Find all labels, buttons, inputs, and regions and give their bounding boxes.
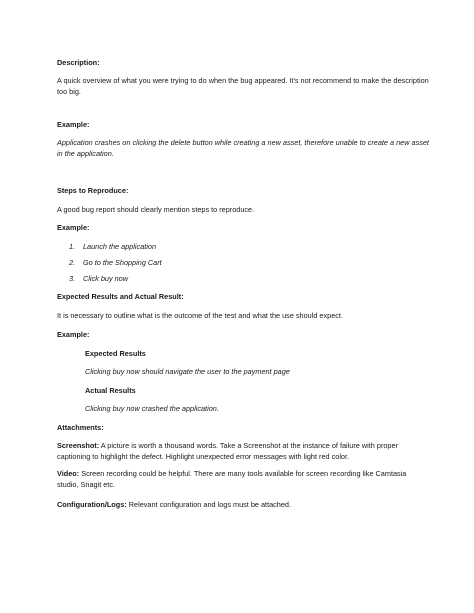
description-text: A quick overview of what you were trying to do when the bug appeared. It's not recommend to make the description too big.	[57, 76, 429, 96]
config-label: Configuration/Logs:	[57, 500, 127, 509]
list-item-text: Click buy now	[83, 274, 129, 283]
attachments-heading: Attachments:	[57, 423, 104, 432]
results-text: It is necessary to outline what is the outcome of the test and what the use should expect.	[57, 311, 343, 320]
steps-heading: Steps to Reproduce:	[57, 186, 129, 195]
video-paragraph	[57, 469, 429, 490]
results-example-heading: Example:	[57, 330, 90, 339]
config-paragraph	[57, 500, 429, 511]
list-item	[69, 274, 409, 285]
steps-example-heading: Example:	[57, 223, 90, 232]
screenshot-text: A picture is worth a thousand words. Take a Screenshot at the instance of failure with proper captioning to highlight the defect. Highlight unexpected error messages with light red color.	[57, 441, 398, 461]
actual-results-text: Clicking buy now crashed the application.	[85, 404, 219, 413]
list-item-text: Go to the Shopping Cart	[83, 258, 162, 267]
example-heading: Example:	[57, 120, 90, 129]
expected-results-heading: Expected Results	[85, 349, 146, 358]
screenshot-label: Screenshot:	[57, 441, 100, 450]
expected-results-text: Clicking buy now should navigate the user to the payment page	[85, 367, 290, 376]
description-heading: Description:	[57, 58, 100, 67]
list-item	[69, 242, 409, 253]
results-heading: Expected Results and Actual Result:	[57, 292, 184, 301]
config-text: Relevant configuration and logs must be attached.	[126, 500, 292, 509]
list-item-text: Launch the application	[83, 242, 157, 251]
steps-text: A good bug report should clearly mention steps to reproduce.	[57, 205, 255, 214]
list-item	[69, 258, 409, 269]
list-item-number: 1.	[69, 242, 76, 251]
actual-results-heading: Actual Results	[85, 386, 136, 395]
example-text: Application crashes on clicking the delete button while creating a new asset, therefore unable to create a new asset in the application.	[57, 138, 429, 158]
video-text: Screen recording could be helpful. There are many tools available for screen recording like Camtasia studio, Snagit etc.	[57, 469, 407, 489]
video-label: Video:	[57, 469, 80, 478]
list-item-number: 2.	[69, 258, 76, 267]
screenshot-paragraph	[57, 441, 429, 462]
list-item-number: 3.	[69, 274, 76, 283]
